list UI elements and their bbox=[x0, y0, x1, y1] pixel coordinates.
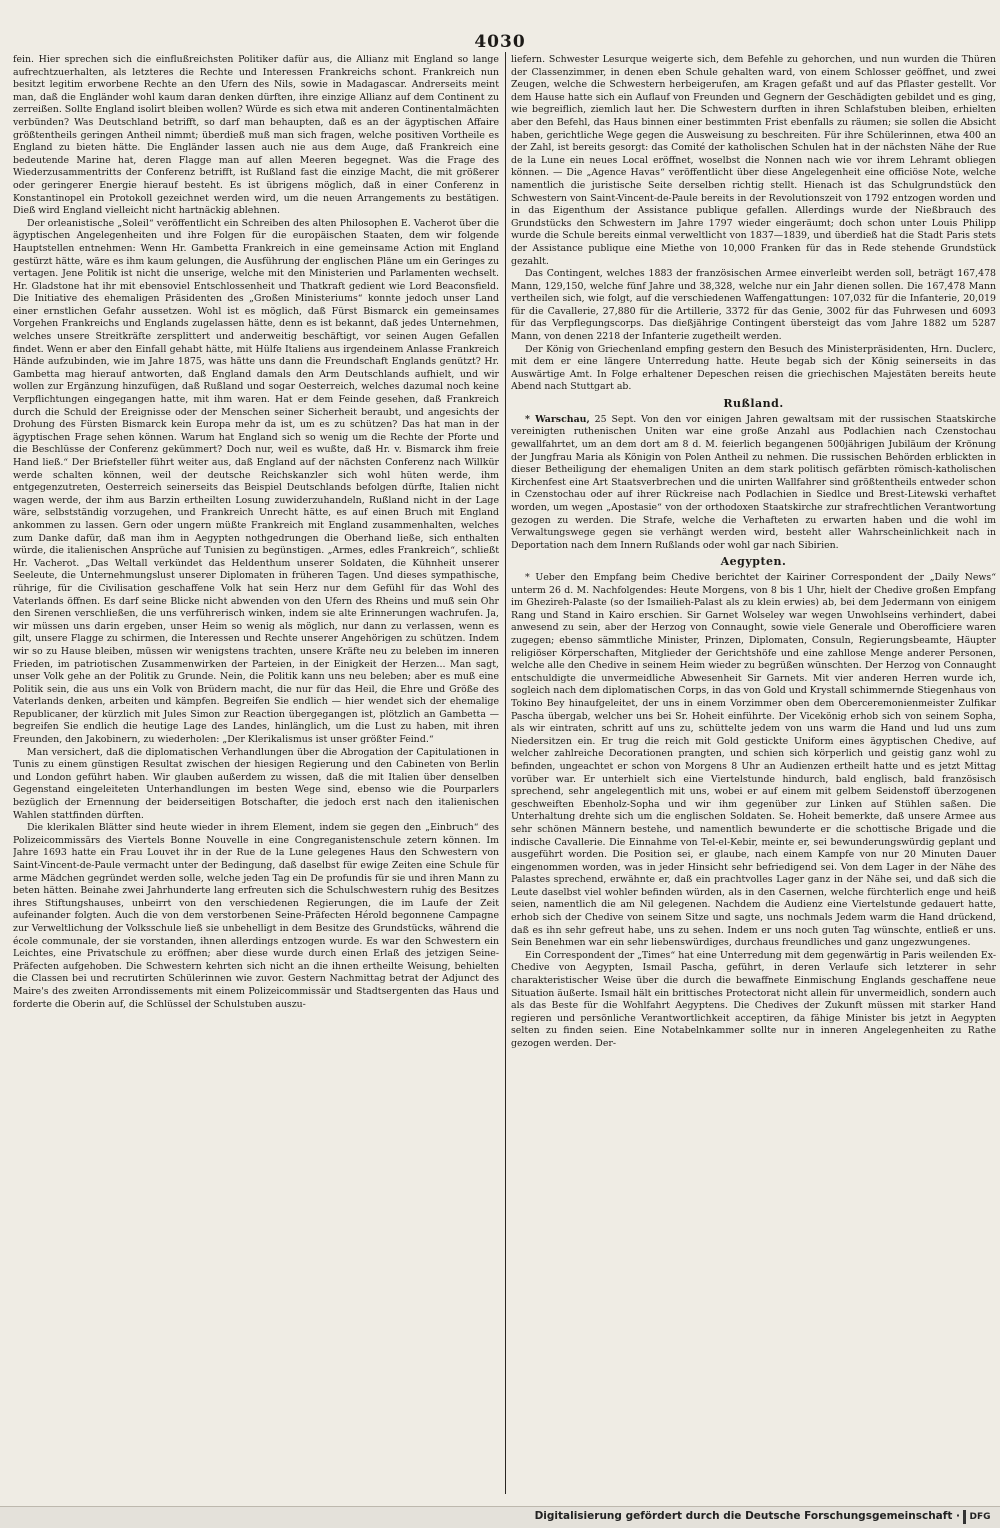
left-paragraph: Man versichert, daß die diplomatischen Verhandlungen über die Abrogation der Capitulationen in Tunis zu einem günstigen Resultat zwischen der hiesigen Regierung und den Cabineten von Berlin und London geführt haben. Wir glauben außerdem zu wissen, daß die mit Italien über denselben Gegenstand eingeleiteten Unterhandlungen im besten Wege sind, ebenso wie die Pourparlers bezüglich der Ernennung der beiderseitigen Botschafter, die jedoch erst nach den italienischen Wahlen stattfinden dürften. bbox=[13, 746, 499, 821]
russia-paragraph bbox=[511, 414, 996, 553]
footer-credit: Digitalisierung gefördert durch die Deutsche Forschungsgemeinschaft · bbox=[534, 1510, 960, 1522]
egypt-paragraph: Ein Correspondent der „Times“ hat eine Unterredung mit dem gegenwärtig in Paris weilenden Ex-Chedive von Aegypten, Ismail Pascha, geführt, in deren Verlaufe sich letzterer in sehr charakteristischer Weise über die durch die bewaffnete Einmischung Englands geschaffene neue Situation äußerte. Ismail hält ein brittisches Protectorat nicht allein für unvermeidlich, sondern auch als das Beste für die Wohlfahrt Aegyptens. Die Chedives der Zukunft müssen mit starker Hand regieren und persönliche Verantwortlichkeit acceptiren, da fähige Minister bis jetzt in Aegypten selten zu finden seien. Eine Notabelnkammer sollte nur in inneren Angelegenheiten zu Rathe gezogen werden. Der- bbox=[511, 949, 996, 1049]
left-paragraph: Der orleanistische „Soleil“ veröffentlicht ein Schreiben des alten Philosophen E. Vacherot über die ägyptischen Angelegenheiten und ihre Folgen für die europäischen Staaten, dem wir folgende Hauptstellen entnehmen: Wenn Hr. Gambetta Frankreich in eine gemeinsame Action mit England gestürzt hätte, wäre es ihm kaum gelungen, die Ausführung der englischen Pläne um ein Geringes zu vertagen. Jene Politik ist nicht die unserige, welche mit den Ministerien und Parlamenten wechselt. Hr. Gladstone hat ihr mit ebensoviel Entschlossenheit und Thatkraft gedient wie Lord Beaconsfield. Die Initiative des ehemaligen Präsidenten des „Großen Ministeriums“ konnte jedoch unser Land einer ernstlichen Gefahr aussetzen. Wohl ist es möglich, daß Fürst Bismarck ein gemeinsames Vorgehen Frankreichs und Englands zugelassen hätte, denn es ist bekannt, daß jedes Unternehmen, welches unsere Streitkräfte zersplittert und anderweitig beschäftigt, vor seinen Augen Gefallen findet. Wenn er aber den Einfall gehabt hätte, mit Hülfe Italiens aus irgendeinem Anlasse Frankreich Hände aufzubinden, wie im Jahre 1875, was hätte uns dann die Freundschaft Englands genützt? Hr. Gambetta mag hierauf antworten, daß England damals den Arm Deutschlands aufhielt, und wir wollen zur Ergänzung hinzufügen, daß Rußland und sogar Oesterreich, welches dazumal noch keine Verpflichtungen eingegangen hatte, mit ihm waren. Hat er dem Feinde gesehen, daß Frankreich durch die Schuld der Ereignisse oder der Menschen seiner Sicherheit beraubt, und angesichts der Drohung des Fürsten Bismarck kein Europa mehr da ist, um es zu schützen? Das hat man in der ägyptischen Frage sehen können. Warum hat England sich so wenig um die Rechte der Pforte und die Beschlüsse der Conferenz gekümmert? Doch nur, weil es wußte, daß Hr. v. Bismarck ihm freie Hand ließ.“ Der Briefsteller führt weiter aus, daß England auf der nächsten Conferenz nach Willkür werde schalten können, weil der deutsche Reichskanzler sich wohl hüten werde, ihm entgegenzutreten, Oesterreich seinerseits das Beispiel Deutschlands befolgen dürfte, Italien nicht wagen werde, der ihm aus Barzin ertheilten Losung zuwiderzuhandeln, Rußland nicht in der Lage wäre, selbstständig vorzugehen, und Frankreich Unrecht hätte, es auf einen Bruch mit England ankommen zu lassen. Gern oder ungern müßte Frankreich mit England zusammenhalten, welches zum Danke dafür, daß man ihm in Aegypten nothgedrungen die Oberhand ließe, sich enthalten würde, die italienischen Ansprüche auf Tunisien zu begünstigen. „Armes, edles Frankreich“, schließt Hr. Vacherot. „Das Weltall verkündet das Heldenthum unserer Soldaten, die Kühnheit unserer Seeleute, die Unternehmungslust unserer Diplomaten in früheren Tagen. Und dieses sympathische, rührige, für die Civilisation geschaffene Volk hat sein Herz nur dem Gefühl für das Wohl des Vaterlands öffnen. Es darf seine Blicke nicht abwenden von den Ufern des Rheins und muß sein Ohr den Sirenen verschließen, die uns verführerisch winken, indem sie alte Erinnerungen wachrufen. Ja, wir müssen uns darin ergeben, unser Heim so wenig als möglich, nur dann zu verlassen, wenn es gilt, unsere Flagge zu schirmen, die Interessen und Rechte unserer Angehörigen zu schützen. Indem wir so zu Hause bleiben, müssen wir wenigstens trachten, unsere Kräfte neu zu beleben im inneren Frieden, im patriotischen Zusammenwirken der Parteien, in der Einigkeit der Herzen... Man sagt, unser Volk gehe an der Politik zu Grunde. Nein, die Politik kann uns neu beleben; aber es muß eine Politik sein, die aus uns ein Volk von Brüdern macht, die nur für das Heil, die Ehre und Größe des Vaterlands denken, arbeiten und kämpfen. Begreifen Sie endlich — hier wendet sich der ehemalige Republicaner, der kürzlich mit Jules Simon zur Reaction übergegangen ist, plötzlich an Gambetta — begreifen Sie endlich die heutige Lage des Landes, hinlänglich, um die Lust zu haben, mit ihren Freunden, den Jakobinern, zu wiederholen: „Der Klerikalismus ist unser größter Feind.“ bbox=[13, 217, 499, 746]
column-divider bbox=[505, 52, 506, 1494]
egypt-paragraph: * Ueber den Empfang beim Chedive berichtet der Kairiner Correspondent der „Daily News“ unterm 26 d. M. Nachfolgendes: Heute Morgens, von 8 bis 1 Uhr, hielt der Chedive großen Empfang im Ghezireh-Palaste (so der Ismailieh-Palast als zu klein erwies) ab, bei dem Jedermann von einigem Rang und Stand in Kairo erschien. Sir Garnet Wolseley war wegen Unwohlseins verhindert, dabei anwesend zu sein, aber der Herzog von Connaught, sowie viele Generale und Oberofficiere waren zugegen; ebenso sämmtliche Minister, Prinzen, Diplomaten, Consuln, Regierungsbeamte, Häupter religiöser Körperschaften, Mitglieder der Gerichtshöfe und eine zahllose Menge anderer Personen, welche alle den Chedive in seinem Heim wieder zu begrüßen wünschten. Der Herzog von Connaught entschuldigte die unvermeidliche Abwesenheit Sir Garnets. Mit vier anderen Herren wurde ich, sogleich nach dem diplomatischen Corps, in das von Gold und Krystall schimmernde Stiegenhaus von Tokino Bey hinaufgeleitet, der uns in einem Vorzimmer oben dem Oberceremonienmeister Zulfikar Pascha übergab, welcher uns bei Sr. Hoheit einführte. Der Vicekönig erhob sich von seinem Sopha, als wir eintraten, schritt auf uns zu, schüttelte jedem von uns warm die Hand und lud uns zum Niedersitzen ein. Er trug die reich mit Gold gestickte Uniform eines ägyptischen Chedive, auf welcher zahlreiche Decorationen prangten, und schien sich körperlich und geistig ganz wohl zu befinden, ungeachtet er schon von Morgens 8 Uhr an Audienzen ertheilt hatte und es jetzt Mittag vorüber war. Er unterhielt sich eine Viertelstunde hindurch, bald englisch, bald französisch sprechend, sehr angelegentlich mit uns, wobei er auf einem mit gelbem Seidenstoff überzogenen geschweiften Ebenholz-Sopha und wir ihm gegenüber zur Linken auf Stühlen saßen. Die Unterhaltung drehte sich um die englischen Soldaten. Se. Hoheit bemerkte, daß unsere Armee aus sehr schönen Männern bestehe, und namentlich bewunderte er die schottische Brigade und die indische Cavallerie. Die Einnahme von Tel-el-Kebir, meinte er, sei bewunderungswürdig geplant und ausgeführt worden. Die Position sei, er glaube, nach einem Kampfe von nur 20 Minuten Dauer eingenommen worden, was in jeder Hinsicht sehr befriedigend sei. Von dem Lager in der Nähe des Palastes sprechend, erwähnte er, daß ein prachtvolles Lager ganz in der Nähe sei, und daß sich die Leute daselbst viel wohler befinden würden, als in den Casernen, welche fürchterlich enge und heiß seien, namentlich die am Nil gelegenen. Nachdem die Audienz eine Viertelstunde gedauert hatte, erhob sich der Chedive von seinem Sitze und sagte, uns nochmals Jedem warm die Hand drückend, daß es ihn sehr gefreut habe, uns zu sehen. Indem er uns noch guten Tag wünschte, entließ er uns. Sein Benehmen war ein sehr liebenswürdiges, durchaus freundliches und ganz ungezwungenes. bbox=[511, 572, 996, 949]
left-paragraph: Die klerikalen Blätter sind heute wieder in ihrem Element, indem sie gegen den „Einbruch“ des Polizeicommissärs des Viertels Bonne Nouvelle in eine Congreganistenschule zetern können. Im Jahre 1693 hatte ein Frau Louvet ihr in der Rue de la Lune gelegenes Haus den Schwestern von Saint-Vincent-de-Paule vermacht unter der Bedingung, daß daselbst für ewige Zeiten eine Schule für arme Mädchen gegründet werden solle, welche jeden Tag ein De profundis für sie und ihren Mann zu beten hätten. Beinahe zwei Jahrhunderte lang erfreuten sich die Schulschwestern ruhig des Besitzes ihres Stiftungshauses, unbeirrt von den verschiedenen Regierungen, die im Laufe der Zeit aufeinander folgten. Auch die von dem verstorbenen Seine-Präfecten Hérold begonnene Campagne zur Verweltlichung der Volksschule ließ sie unbehelligt in dem Besitze des Grundstücks, während die école communale, der sie vorstanden, ihnen allerdings entzogen wurde. Es war den Schwestern ein Leichtes, eine Privatschule zu eröffnen; aber diese wurde durch einen Erlaß des jetzigen Seine-Präfecten aufgehoben. Die Schwestern kehrten sich nicht an die ihnen ertheilte Weisung, behielten die Classen bei und recrutirten Schülerinnen wie zuvor. Gestern Nachmittag betrat der Adjunct des Maire's des zweiten Arrondissements mit einem Polizeicommissär und Stadtsergenten das Haus und forderte die Oberin auf, die Schlüssel der Schulstuben auszu- bbox=[13, 822, 499, 1010]
dateline: * Warschau, bbox=[525, 413, 590, 425]
section-heading-egypt: Aegypten. bbox=[720, 555, 787, 569]
dfg-logo-icon: DFG bbox=[963, 1510, 994, 1524]
section-heading-russia: Rußland. bbox=[723, 397, 784, 411]
page-number: 4030 bbox=[474, 32, 526, 52]
left-column bbox=[13, 54, 499, 1494]
russia-text: 25 Sept. Von den vor einigen Jahren gewaltsam mit der russischen Staatskirche vereinigten ruthenischen Uniten war eine große Anzahl aus Podlachien nach Czenstochau gewallfahrtet, um an dem dort am 8 d. M. feierlich begangenen 500jährigen Jubiläum der Krönung der Jungfrau Maria als Königin von Polen Antheil zu nehmen. Die russischen Behörden erblickten in dieser Betheiligung der ehemaligen Uniten an dem stark politisch gefärbten römisch-katholischen Kirchenfest eine Art Staatsverbrechen und die unirten Wallfahrer sind größtentheils entweder schon in Czenstochau oder auf ihrer Rückreise nach Podlachien in Siedlce und Brest-Litewski verhaftet worden, um wegen „Apostasie“ von der orthodoxen Staatskirche zur strafrechtlichen Verantwortung gezogen zu werden. Die Strafe, welche die Verhafteten zu erwarten haben und die wohl im Verwaltungswege gegen sie verhängt werden wird, besteht aller Wahrscheinlichkeit nach in Deportation nach dem Innern Rußlands oder wohl gar nach Sibirien. bbox=[511, 413, 996, 551]
right-paragraph: liefern. Schwester Lesurque weigerte sich, dem Befehle zu gehorchen, und nun wurden die Thüren der Classenzimmer, in denen eben Schule gehalten ward, von einem Schlosser geöffnet, und zwei Zeugen, welche die Schwestern herbeigerufen, am Kragen gefaßt und auf das Pflaster gestellt. Vor dem Hause hatte sich ein Auflauf von Freunden und Gegnern der Geschädigten gebildet und es ging, wie begreiflich, ziemlich laut her. Die Schwestern durften in ihren Schlafstuben bleiben, erhielten aber den Befehl, das Haus binnen einer bestimmten Frist ebenfalls zu räumen; sie sollen die Absicht haben, gerichtliche Wege gegen die Ausweisung zu beschreiten. Für ihre Schülerinnen, etwa 400 an der Zahl, ist bereits gesorgt: das Comité der katholischen Schulen hat in der nächsten Nähe der Rue de la Lune ein neues Local eröffnet, woselbst die Nonnen nach wie vor ihrem Lehramt obliegen können. — Die „Agence Havas“ veröffentlicht über diese Angelegenheit eine officiöse Note, welche namentlich die juristische Seite derselben richtig stellt. Hienach ist das Schulgrundstück den Schwestern von Saint-Vincent-de-Paule bereits in der Revolutionszeit von 1792 entzogen worden und in das Eigenthum der Assistance publique gefallen. Allerdings wurde der Nießbrauch des Grundstücks den Schwestern im Jahre 1797 wieder eingeräumt; doch schon unter Louis Philipp wurde die Schule bereits einmal verweltlicht von 1837—1839, und überdieß hat die Stadt Paris stets der Assistance publique eine Miethe von 10,000 Franken für das in Rede stehende Grundstück gezahlt. bbox=[511, 54, 996, 267]
right-column bbox=[511, 54, 996, 1494]
footer-bar bbox=[0, 1506, 1000, 1528]
right-paragraph: Der König von Griechenland empfing gestern den Besuch des Ministerpräsidenten, Hrn. Duclerc, mit dem er eine längere Unterredung hatte. Heute begab sich der König seinerseits in das Auswärtige Amt. In Folge erhaltener Depeschen reisen die griechischen Majestäten bereits heute Abend nach Stuttgart ab. bbox=[511, 343, 996, 393]
left-paragraph: fein. Hier sprechen sich die einflußreichsten Politiker dafür aus, die Allianz mit England so lange aufrechtzuerhalten, als letzteres die Rechte und Interessen Frankreichs schont. Frankreich nun besitzt legitim erworbene Rechte an den Ufern des Nils, sowie in Madagascar. Andrerseits meint man, daß die Engländer wohl kaum daran denken dürften, ihre einzige Allianz auf dem Continent zu zerreißen. Sollte England isolirt bleiben wollen? Würde es sich etwa mit anderen Continentalmächten verbünden? Was Deutschland betrifft, so darf man behaupten, daß es an der ägyptischen Affaire größtentheils geringen Antheil nimmt; überdieß muß man sich fragen, welche positiven Vortheile es England zu bieten hätte. Die Engländer lassen auch nie aus dem Auge, daß Frankreich eine bedeutende Marine hat, deren Flagge man auf allen Meeren begegnet. Was die Frage des Wiederzusammentritts der Conferenz betrifft, ist Rußland fast die einzige Macht, die mit größerer oder geringerer Energie hierauf besteht. Es ist übrigens möglich, daß in einer Conferenz in Konstantinopel ein Protokoll gezeichnet werden wird, um die neuen Arrangements zu bestätigen. Dieß wird England vielleicht nicht hartnäckig ablehnen. bbox=[13, 54, 499, 217]
right-paragraph: Das Contingent, welches 1883 der französischen Armee einverleibt werden soll, beträgt 167,478 Mann, 129,150, welche fünf Jahre und 38,328, welche nur ein Jahr dienen sollen. Die 167,478 Mann vertheilen sich, wie folgt, auf die verschiedenen Waffengattungen: 107,032 für die Infanterie, 20,019 für die Cavallerie, 27,880 für die Artillerie, 3372 für das Genie, 3002 für das Fuhrwesen und 6093 für das Verpflegungscorps. Das dießjährige Contingent übersteigt das vom Jahre 1882 um 5287 Mann, von denen 2218 der Infanterie zugetheilt werden. bbox=[511, 268, 996, 343]
